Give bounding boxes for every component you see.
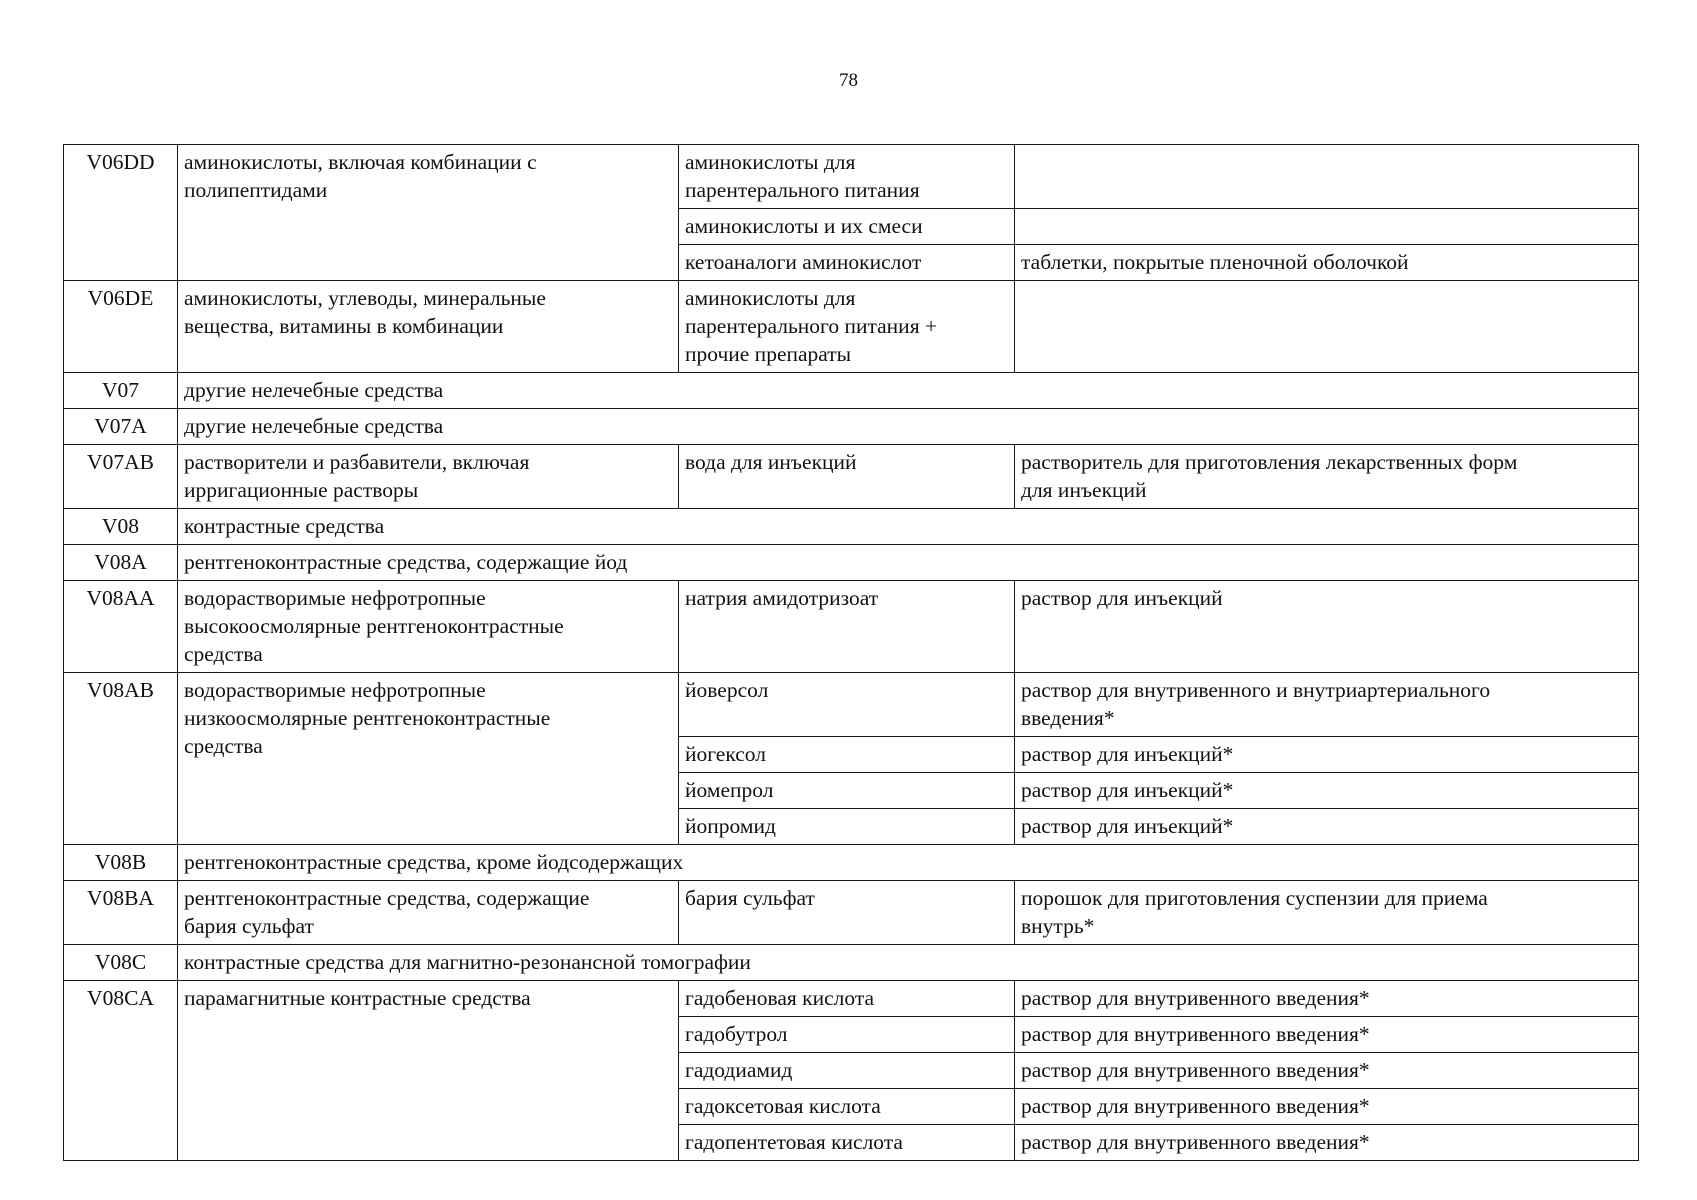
drug-classification-table bbox=[63, 144, 1639, 1161]
table-row bbox=[64, 845, 1639, 881]
dosage-form-cell: порошок для приготовления суспензии для приема внутрь* bbox=[1015, 881, 1639, 945]
atc-code-cell: V08AB bbox=[64, 673, 178, 845]
table-row bbox=[64, 281, 1639, 373]
anatomical-group-cell: рентгеноконтрастные средства, содержащие йод bbox=[178, 545, 1639, 581]
dosage-form-cell: раствор для инъекций* bbox=[1015, 737, 1639, 773]
table-row bbox=[64, 445, 1639, 509]
dosage-form-cell: раствор для внутривенного и внутриартериального введения* bbox=[1015, 673, 1639, 737]
drug-name-cell: гадобутрол bbox=[679, 1017, 1015, 1053]
table-row bbox=[64, 581, 1639, 673]
table-row bbox=[64, 881, 1639, 945]
anatomical-group-cell: растворители и разбавители, включая ирригационные растворы bbox=[178, 445, 679, 509]
atc-code-cell: V06DE bbox=[64, 281, 178, 373]
dosage-form-cell bbox=[1015, 281, 1639, 373]
atc-code-cell: V07A bbox=[64, 409, 178, 445]
drug-name-cell: бария сульфат bbox=[679, 881, 1015, 945]
atc-code-cell: V06DD bbox=[64, 145, 178, 281]
dosage-form-cell: раствор для инъекций* bbox=[1015, 773, 1639, 809]
drug-name-cell: аминокислоты для парентерального питания + прочие препараты bbox=[679, 281, 1015, 373]
dosage-form-cell: раствор для внутривенного введения* bbox=[1015, 1089, 1639, 1125]
dosage-form-cell: раствор для внутривенного введения* bbox=[1015, 981, 1639, 1017]
dosage-form-cell: раствор для инъекций* bbox=[1015, 809, 1639, 845]
table-row bbox=[64, 545, 1639, 581]
drug-name-cell: аминокислоты для парентерального питания bbox=[679, 145, 1015, 209]
page-number: 78 bbox=[839, 70, 858, 91]
atc-code-cell: V08C bbox=[64, 945, 178, 981]
drug-name-cell: кетоаналоги аминокислот bbox=[679, 245, 1015, 281]
dosage-form-cell: таблетки, покрытые пленочной оболочкой bbox=[1015, 245, 1639, 281]
anatomical-group-cell: водорастворимые нефротропные высокоосмолярные рентгеноконтрастные средства bbox=[178, 581, 679, 673]
anatomical-group-cell: другие нелечебные средства bbox=[178, 409, 1639, 445]
table-row bbox=[64, 981, 1639, 1017]
drug-name-cell: гадопентетовая кислота bbox=[679, 1125, 1015, 1161]
dosage-form-cell: раствор для внутривенного введения* bbox=[1015, 1125, 1639, 1161]
anatomical-group-cell: водорастворимые нефротропные низкоосмолярные рентгеноконтрастные средства bbox=[178, 673, 679, 845]
table-row bbox=[64, 673, 1639, 737]
table-row bbox=[64, 145, 1639, 209]
drug-name-cell: гадодиамид bbox=[679, 1053, 1015, 1089]
anatomical-group-cell: парамагнитные контрастные средства bbox=[178, 981, 679, 1161]
atc-code-cell: V08A bbox=[64, 545, 178, 581]
anatomical-group-cell: другие нелечебные средства bbox=[178, 373, 1639, 409]
drug-name-cell: гадобеновая кислота bbox=[679, 981, 1015, 1017]
table-row bbox=[64, 373, 1639, 409]
table-row bbox=[64, 945, 1639, 981]
dosage-form-cell: раствор для внутривенного введения* bbox=[1015, 1053, 1639, 1089]
drug-name-cell: йомепрол bbox=[679, 773, 1015, 809]
drug-name-cell: натрия амидотризоат bbox=[679, 581, 1015, 673]
drug-name-cell: гадоксетовая кислота bbox=[679, 1089, 1015, 1125]
anatomical-group-cell: контрастные средства для магнитно-резонансной томографии bbox=[178, 945, 1639, 981]
atc-code-cell: V08AA bbox=[64, 581, 178, 673]
dosage-form-cell bbox=[1015, 209, 1639, 245]
drug-name-cell: йогексол bbox=[679, 737, 1015, 773]
table-row bbox=[64, 509, 1639, 545]
atc-code-cell: V08CA bbox=[64, 981, 178, 1161]
drug-name-cell: йопромид bbox=[679, 809, 1015, 845]
anatomical-group-cell: рентгеноконтрастные средства, содержащие бария сульфат bbox=[178, 881, 679, 945]
dosage-form-cell bbox=[1015, 145, 1639, 209]
atc-code-cell: V07 bbox=[64, 373, 178, 409]
atc-code-cell: V08BA bbox=[64, 881, 178, 945]
drug-name-cell: йоверсол bbox=[679, 673, 1015, 737]
dosage-form-cell: раствор для инъекций bbox=[1015, 581, 1639, 673]
anatomical-group-cell: аминокислоты, углеводы, минеральные вещества, витамины в комбинации bbox=[178, 281, 679, 373]
atc-code-cell: V07AB bbox=[64, 445, 178, 509]
atc-code-cell: V08 bbox=[64, 509, 178, 545]
table-row bbox=[64, 409, 1639, 445]
drug-name-cell: вода для инъекций bbox=[679, 445, 1015, 509]
dosage-form-cell: раствор для внутривенного введения* bbox=[1015, 1017, 1639, 1053]
anatomical-group-cell: рентгеноконтрастные средства, кроме йодсодержащих bbox=[178, 845, 1639, 881]
drug-name-cell: аминокислоты и их смеси bbox=[679, 209, 1015, 245]
anatomical-group-cell: аминокислоты, включая комбинации с полипептидами bbox=[178, 145, 679, 281]
dosage-form-cell: растворитель для приготовления лекарственных форм для инъекций bbox=[1015, 445, 1639, 509]
anatomical-group-cell: контрастные средства bbox=[178, 509, 1639, 545]
atc-code-cell: V08B bbox=[64, 845, 178, 881]
